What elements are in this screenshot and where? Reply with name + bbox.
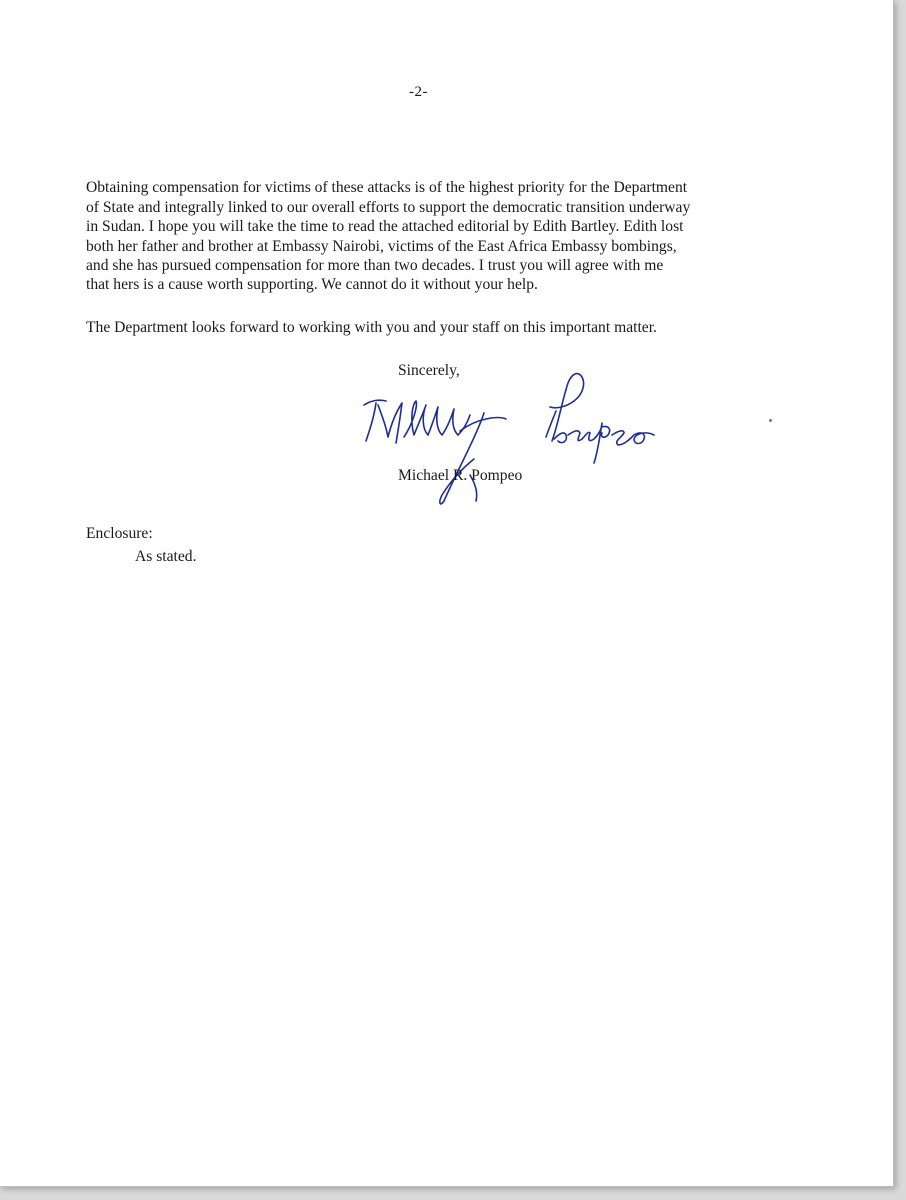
- paragraph-text: The Department looks forward to working with you and your staff on this important matter.: [86, 318, 657, 336]
- closing-salutation: Sincerely,: [398, 362, 460, 379]
- signer-name: Michael R. Pompeo: [398, 467, 523, 484]
- enclosure-detail: As stated.: [135, 548, 197, 565]
- paragraph-department: [86, 302, 806, 353]
- paragraph-compensation: [86, 159, 786, 314]
- page-number: -2-: [409, 84, 428, 100]
- enclosure-label: Enclosure:: [86, 525, 153, 542]
- signature-image: [356, 355, 666, 510]
- scan-speck: [769, 419, 772, 422]
- paragraph-text: Obtaining compensation for victims of these attacks is of the highest priority for the Department of State and integrally linked to our overall efforts to support the democratic transition underway in Sudan. I hope you will take the time to read the attached editorial by Edith Bartley. Edith lost both her father and brother at Embassy Nairobi, victims of the East Africa Embassy bombings, and she has pursued compensation for more than two decades. I trust you will agree with me that hers is a cause worth supporting. We cannot do it without your help.: [86, 179, 691, 294]
